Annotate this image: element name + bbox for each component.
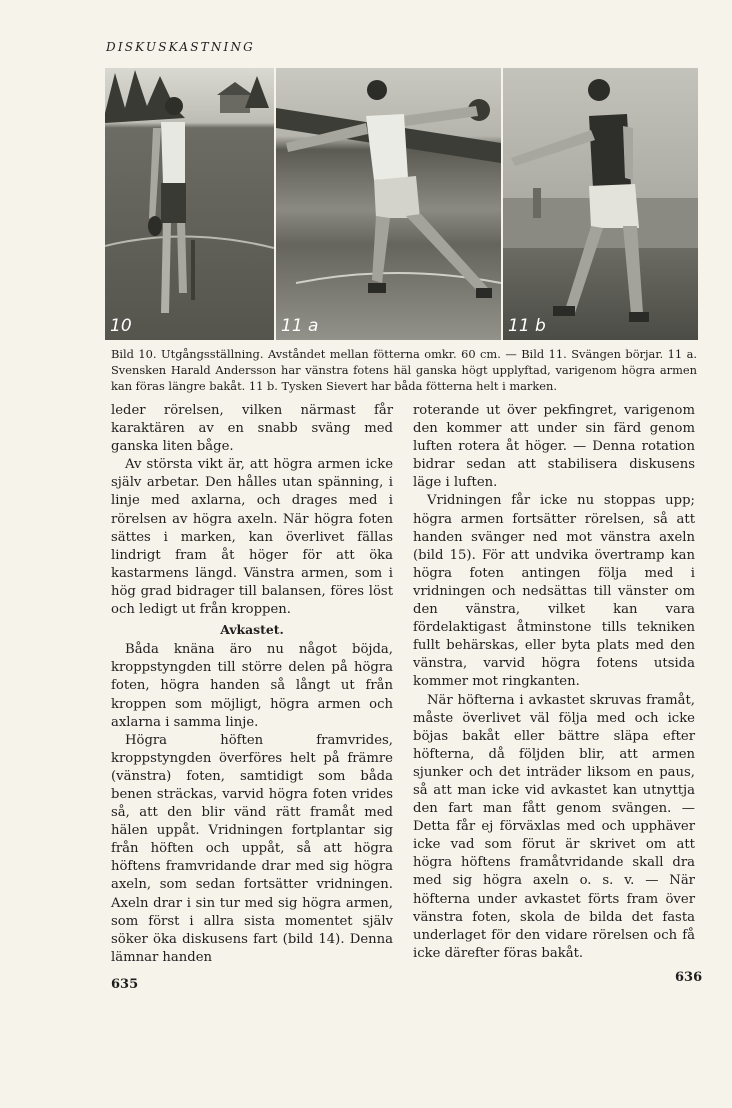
- running-head: DISKUSKASTNING: [106, 40, 255, 54]
- photo-label: 10: [110, 316, 132, 336]
- paragraph: Av största vikt är, att högra armen icke själv arbetar. Den hålles utan spänning, i linje med axlarna, och drages med i rörelsen av högra axeln. När högra foten sättes i marken, kan överlivet fällas lindrigt fram åt höger för att öka kastarmens längd. Vänstra armen, som i hög grad bidrager till balansen, föres löst och ledigt ut från kroppen.: [111, 457, 393, 618]
- photo-label: 11 a: [281, 316, 319, 336]
- page-number-left: 635: [111, 977, 139, 992]
- paragraph: Vridningen får icke nu stoppas upp; högra armen fortsätter rörelsen, så att handen svänger ned mot vänstra axeln (bild 15). För att undvika övertramp kan högra foten antingen följa med i vridningen och nedsättas till vänster om den vänstra, vilket kan vara fördelaktigast åtminstone tills tekniken fullt behärskas, eller byta plats med den vänstra, varvid högra fotens utsida kommer mot ringkanten.: [413, 493, 695, 690]
- figure-caption: Bild 10. Utgångsställning. Avståndet mellan fötterna omkr. 60 cm. — Bild 11. Svängen börjar. 11 a. Svensken Harald Andersson har vänstra fotens häl ganska högt upplyftad, varigenom högra armen kan föras längre bakåt. 11 b. Tysken Sievert har båda fötterna helt i marken.: [111, 347, 697, 393]
- photo-10: [105, 68, 274, 340]
- page-number-right: 636: [675, 970, 703, 985]
- section-heading: Avkastet.: [220, 622, 284, 638]
- paragraph: Båda knäna äro nu något böjda, kroppstyngden till större delen på högra foten, högra handen så långt ut från kroppen som möjligt, högra armen och axlarna i samma linje.: [111, 642, 393, 730]
- photo-strip: [105, 68, 698, 340]
- paragraph: Högra höften framvrides, kroppstyngden överföres helt på främre (vänstra) foten, samtidigt som båda benen sträckas, varvid högra foten vrides så, att den blir vänd rätt framåt med hälen uppåt. Vridningen fortplantar sig från höften och uppåt, så att högra höftens framvridande drar med sig högra axeln, som sedan fortsätter vridningen. Axeln drar i sin tur med sig högra armen, som först i allra sista momentet själv söker öka diskusens fart (bild 14). Denna lämnar handen: [111, 732, 393, 965]
- paragraph: roterande ut över pekfingret, varigenom den kommer att under sin färd genom luften rotera åt höger. — Denna rotation bidrar sedan att stabilisera diskusens läge i luften.: [413, 403, 695, 491]
- photo-11b: [503, 68, 698, 340]
- paragraph: När höfterna i avkastet skruvas framåt, måste överlivet väl följa med och icke böjas bakåt eller bättre släpa efter höfterna, då följden blir, att armen sjunker och det inträder liksom en paus, så att man icke vid avkastet kan utnyttja den fart man fått genom svängen. — Detta får ej förväxlas med och upphäver icke vad som förut är skrivet om att högra höftens framåtvridande skall dra med sig högra axeln o. s. v. — När höfterna under avkastet förts fram över vänstra foten, skola de bilda det fasta underlaget för den vidare rörelsen och få icke därefter föras bakåt.: [413, 692, 695, 961]
- photo-11a: [276, 68, 501, 340]
- right-column: [413, 402, 695, 963]
- paragraph: leder rörelsen, vilken närmast får karaktären av en snabb sväng med ganska liten båge.: [111, 403, 393, 455]
- photo-label: 11 b: [508, 316, 546, 336]
- left-column: [111, 402, 393, 967]
